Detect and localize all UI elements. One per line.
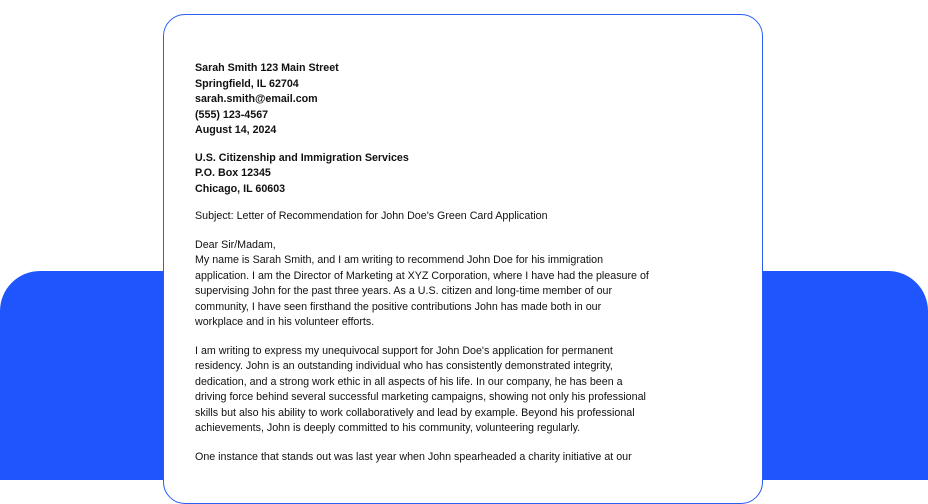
paragraph-instance	[195, 450, 732, 466]
recipient-city: Chicago, IL 60603	[195, 182, 286, 195]
sender-email: sarah.smith@email.com	[195, 93, 318, 105]
sender-address-block	[195, 61, 732, 139]
salutation: Dear Sir/Madam,	[195, 238, 276, 251]
paragraph-line: application. I am the Director of Marketing at XYZ Corporation, where I have had the pleasure of	[195, 269, 649, 282]
sender-phone: (555) 123-4567	[195, 108, 269, 121]
paragraph-line: residency. John is an outstanding individual who has consistently demonstrated integrity,	[195, 360, 613, 372]
paragraph-line: driving force behind several successful marketing campaigns, showing not only his professional	[195, 391, 646, 403]
paragraph-line: My name is Sarah Smith, and I am writing to recommend John Doe for his immigration	[195, 254, 604, 266]
sender-city: Springfield, IL 62704	[195, 77, 299, 90]
paragraph-line: skills but also his ability to work collaboratively and lead by example. Beyond his professional	[195, 406, 635, 419]
sender-name-street: Sarah Smith 123 Main Street	[195, 62, 339, 74]
recipient-agency: U.S. Citizenship and Immigration Services	[195, 151, 409, 164]
paragraph-line: One instance that stands out was last year when John spearheaded a charity initiative at our	[195, 450, 632, 463]
paragraph-support	[195, 344, 732, 437]
letter-subject: Subject: Letter of Recommendation for John Doe's Green Card Application	[195, 210, 548, 222]
recipient-po-box: P.O. Box 12345	[195, 167, 271, 179]
letter-card	[163, 14, 763, 504]
paragraph-intro	[195, 253, 732, 331]
paragraph-line: workplace and in his volunteer efforts.	[195, 316, 375, 328]
recipient-address-block	[195, 151, 732, 198]
paragraph-line: supervising John for the past three years. As a U.S. citizen and long-time member of our	[195, 285, 613, 297]
paragraph-line: dedication, and a strong work ethic in all aspects of his life. In our company, he has been a	[195, 375, 623, 388]
letter-date: August 14, 2024	[195, 124, 277, 136]
paragraph-line: achievements, John is deeply committed to his community, volunteering regularly.	[195, 422, 581, 434]
paragraph-line: I am writing to express my unequivocal support for John Doe's application for permanent	[195, 344, 613, 357]
paragraph-line: community, I have seen firsthand the positive contributions John has made both in our	[195, 300, 602, 313]
